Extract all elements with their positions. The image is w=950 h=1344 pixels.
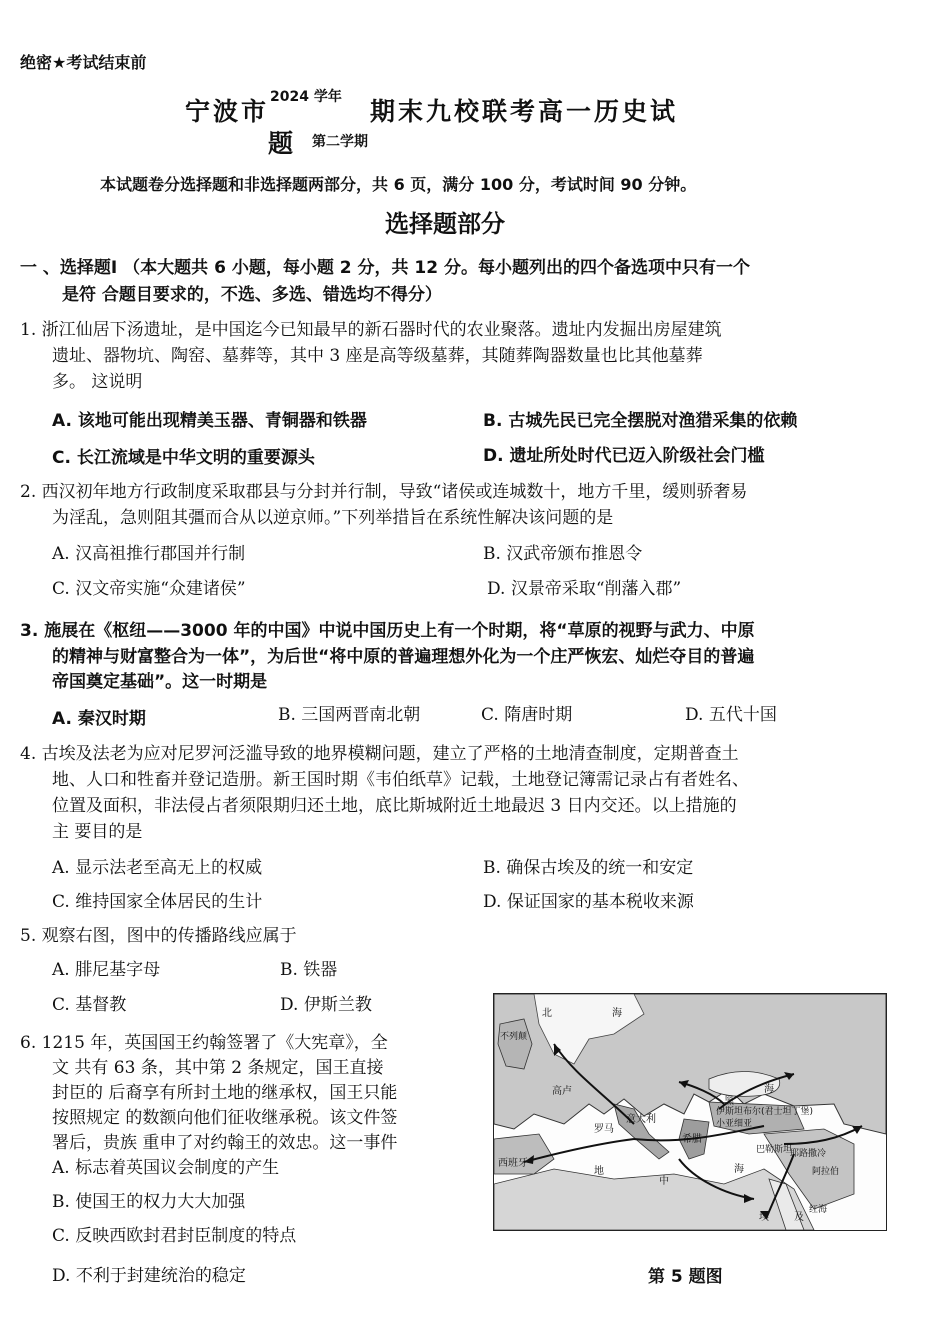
q4-text-line: 主 要目的是	[52, 822, 143, 842]
label-red-sea: 红海	[809, 1205, 828, 1215]
q6-text-line: 按照规定 的数额向他们征收继承税。该文件签	[52, 1108, 398, 1128]
label-egypt-2: 及	[794, 1212, 804, 1223]
q1-option-a[interactable]: A. 该地可能出现精美玉器、青铜器和铁器	[52, 411, 367, 431]
label-spain: 西班牙	[498, 1158, 528, 1169]
q1-text-line: 1. 浙江仙居下汤遗址，是中国迄今已知最早的新石器时代的农业聚落。遗址内发掘出房屋建筑	[20, 320, 722, 340]
label-arabia: 阿拉伯	[812, 1167, 840, 1177]
label-jerusalem: 耶路撒冷	[790, 1149, 827, 1159]
part1-instruction: 一 、选择题Ⅰ （本大题共 6 小题，每小题 2 分，共 12 分。每小题列出的四个备选项中只有一个	[20, 258, 750, 278]
title-main: 期末九校联考高一历史试	[370, 97, 679, 126]
label-black-sea-2: 海	[764, 1084, 774, 1095]
label-med-2: 中	[659, 1176, 669, 1187]
q1-option-b[interactable]: B. 古城先民已完全摆脱对渔猎采集的依赖	[483, 411, 798, 431]
q2-option-c[interactable]: C. 汉文帝实施“众建诸侯”	[52, 579, 246, 599]
q1-option-c[interactable]: C. 长江流域是中华文明的重要源头	[52, 448, 315, 468]
section-title: 选择题部分	[385, 210, 505, 238]
label-north-sea-2: 海	[612, 1008, 622, 1019]
part1-instruction-cont: 是符 合题目要求的，不选、多选、错选均不得分）	[62, 285, 442, 305]
label-palestine: 巴勒斯坦	[756, 1145, 793, 1155]
q6-text-line: 封臣的 后裔享有所封土地的继承权，国王只能	[52, 1083, 398, 1103]
label-black-sea: 黑	[724, 1096, 734, 1107]
label-med-3: 海	[734, 1164, 744, 1175]
confidential-label: 绝密★考试结束前	[20, 53, 147, 72]
q6-text-line: 署后，贵族 重申了对约翰王的效忠。这一事件	[52, 1133, 398, 1153]
label-rome: 罗马	[594, 1124, 614, 1135]
title-semester: 第二学期	[312, 134, 368, 150]
q2-option-b[interactable]: B. 汉武帝颁布推恩令	[483, 544, 643, 564]
q3-option-b[interactable]: B. 三国两晋南北朝	[278, 705, 421, 725]
spread-route-map	[494, 994, 886, 1230]
q3-option-a[interactable]: A. 秦汉时期	[52, 709, 146, 729]
title-year: 2024 学年	[270, 89, 342, 105]
q1-text-line: 多。 这说明	[52, 372, 143, 392]
q2-text-line: 为淫乱，急则阻其彊而合从以逆京师。”下列举措旨在系统性解决该问题的是	[52, 508, 614, 528]
q5-text-line: 5. 观察右图，图中的传播路线应属于	[20, 926, 297, 946]
q1-text-line: 遗址、器物坑、陶窑、墓葬等，其中 3 座是高等级墓葬，其随葬陶器数量也比其他墓葬	[52, 346, 703, 366]
q3-text-line: 3. 施展在《枢纽——3000 年的中国》中说中国历史上有一个时期，将“草原的视野与武力、中原	[20, 621, 755, 641]
q4-text-line: 位置及面积，非法侵占者须限期归还土地，底比斯城附近土地最迟 3 日内交还。以上措施的	[52, 796, 737, 816]
q4-text-line: 4. 古埃及法老为应对尼罗河泛滥导致的地界模糊问题，建立了严格的土地清查制度，定期普查土	[20, 744, 739, 764]
title-end: 题	[268, 129, 294, 158]
q6-option-a[interactable]: A. 标志着英国议会制度的产生	[52, 1158, 280, 1178]
q2-option-d[interactable]: D. 汉景帝采取“削藩入郡”	[487, 579, 682, 599]
label-med-1: 地	[594, 1166, 604, 1177]
label-egypt: 埃	[759, 1212, 769, 1223]
exam-intro: 本试题卷分选择题和非选择题两部分，共 6 页，满分 100 分，考试时间 90 分钟。	[100, 175, 697, 194]
q2-option-a[interactable]: A. 汉高祖推行郡国并行制	[52, 544, 246, 564]
q6-text-line: 文 共有 63 条，其中第 2 条规定，国王直接	[52, 1058, 384, 1078]
label-asia-minor: 小亚细亚	[716, 1119, 753, 1129]
q4-option-b[interactable]: B. 确保古埃及的统一和安定	[483, 858, 694, 878]
label-italy: 意大利	[626, 1114, 656, 1125]
q6-option-c[interactable]: C. 反映西欧封君封臣制度的特点	[52, 1226, 297, 1246]
q4-option-c[interactable]: C. 维持国家全体居民的生计	[52, 892, 263, 912]
q3-option-d[interactable]: D. 五代十国	[685, 705, 777, 725]
q6-option-b[interactable]: B. 使国王的权力大大加强	[52, 1192, 246, 1212]
q3-text-line: 的精神与财富整合为一体”，为后世“将中原的普遍理想外化为一个庄严恢宏、灿烂夺目的普遍	[52, 647, 755, 667]
q3-text-line: 帝国奠定基础”。这一时期是	[52, 672, 268, 692]
label-greece: 希腊	[682, 1134, 702, 1145]
q4-text-line: 地、人口和牲畜并登记造册。新王国时期《韦伯纸草》记载，土地登记簿需记录占有者姓名、	[52, 770, 749, 790]
label-byzantium: 伊斯坦布尔(君士坦丁堡)	[716, 1107, 814, 1117]
q5-figure-caption: 第 5 题图	[648, 1267, 723, 1287]
title-city: 宁波市	[185, 97, 270, 126]
q4-option-a[interactable]: A. 显示法老至高无上的权威	[52, 858, 263, 878]
q3-option-c[interactable]: C. 隋唐时期	[481, 705, 573, 725]
q1-option-d[interactable]: D. 遗址所处时代已迈入阶级社会门槛	[483, 446, 765, 466]
label-north-sea: 北	[542, 1008, 552, 1019]
q6-option-d[interactable]: D. 不利于封建统治的稳定	[52, 1266, 246, 1286]
q5-map-figure	[493, 993, 887, 1231]
label-britain: 不列颠	[500, 1032, 528, 1042]
q4-option-d[interactable]: D. 保证国家的基本税收来源	[483, 892, 694, 912]
label-gaul: 高卢	[552, 1086, 572, 1097]
q5-option-a[interactable]: A. 腓尼基字母	[52, 960, 161, 980]
q6-text-line: 6. 1215 年，英国国王约翰签署了《大宪章》，全	[20, 1033, 388, 1053]
q2-text-line: 2. 西汉初年地方行政制度采取郡县与分封并行制，导致“诸侯或连城数十，地方千里，缓则骄奢易	[20, 482, 748, 502]
q5-option-b[interactable]: B. 铁器	[280, 960, 338, 980]
q5-option-c[interactable]: C. 基督教	[52, 995, 127, 1015]
q5-option-d[interactable]: D. 伊斯兰教	[280, 995, 372, 1015]
